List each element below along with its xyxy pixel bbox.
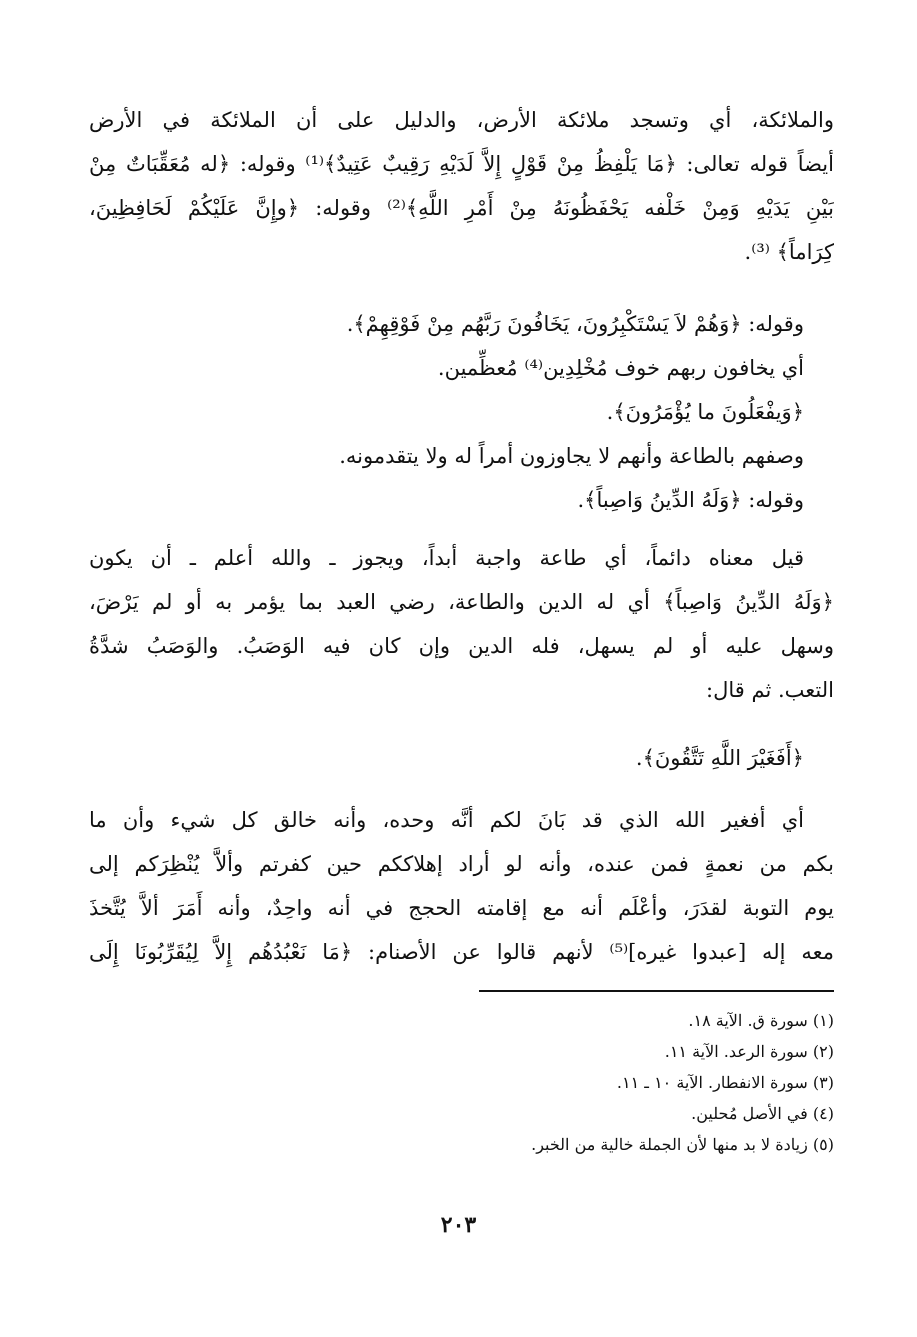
text-line: قيل معناه دائماً، أي طاعة واجبة أبداً، ويجوز ـ والله أعلم ـ أن يكون <box>89 546 804 570</box>
text-line: أي يخافون ربهم خوف مُخْلِدِين⁽⁴⁾ مُعظِّمين. <box>437 356 804 380</box>
footnote: (٥) زيادة لا بد منها لأن الجملة خالية من الخبر. <box>531 1135 834 1154</box>
paragraph-2 <box>89 536 834 712</box>
page-number: ٢٠٣ <box>440 1212 477 1238</box>
text-line: وسهل عليه أو لم يسهل، فله الدين وإن كان فيه الوَصَبُ. والوَصَبُ شدَّةُ <box>89 634 834 658</box>
text-line: وقوله: ﴿وَهُمْ لاَ يَسْتَكْبِرُونَ، يَخَافُونَ رَبَّهُم مِنْ فَوْقِهِمْ﴾. <box>346 312 804 336</box>
text-line: ﴿وَيفْعَلُونَ ما يُؤْمَرُونَ﴾. <box>606 400 804 424</box>
footnote: (٢) سورة الرعد. الآية ١١. <box>664 1042 834 1061</box>
text-line: وصفهم بالطاعة وأنهم لا يجاوزون أمراً له ولا يتقدمونه. <box>339 444 804 468</box>
text-line: بَيْنِ يَدَيْهِ وَمِنْ خَلْفه يَحْفَظُونَهُ مِنْ أَمْرِ اللَّهِ﴾⁽²⁾ وقوله: ﴿وإِنَّ عَلَيْكُمْ لَحَافِظِينَ، <box>89 196 834 220</box>
text-line: ﴿أَفَغَيْرَ اللَّهِ تَتَّقُونَ﴾. <box>635 746 804 770</box>
text-line: كِرَاماً﴾ ⁽³⁾. <box>744 240 834 264</box>
footnote: (٣) سورة الانفطار. الآية ١٠ ـ ١١. <box>616 1073 834 1092</box>
text-line: أيضاً قوله تعالى: ﴿مَا يَلْفِظُ مِنْ قَوْلٍ إِلاَّ لَدَيْهِ رَقِيبٌ عَتِيدٌ﴾⁽¹⁾ وقوله: ﴿له مُعَقِّبَاتٌ مِنْ <box>89 152 834 176</box>
quoted-verses-block <box>89 302 834 522</box>
paragraph-3 <box>89 798 834 974</box>
text-line: وقوله: ﴿وَلَهُ الدِّينُ وَاصِباً﴾. <box>577 488 804 512</box>
paragraph-1 <box>89 98 834 274</box>
text-line: بكم من نعمةٍ فمن عنده، وأنه لو أراد إهلاككم حين كفرتم وألاَّ يُنْظِرَكم إلى <box>89 852 834 876</box>
text-line: معه إله [عبدوا غيره]⁽⁵⁾ لأنهم قالوا عن الأصنام: ﴿مَا نَعْبُدُهُم إِلاَّ لِيُقَرِّبُونَا إِلَى <box>89 940 834 964</box>
quoted-verse <box>89 736 834 780</box>
text-line: التعب. ثم قال: <box>706 678 834 702</box>
text-line: ﴿وَلَهُ الدِّينُ وَاصِباً﴾ أي له الدين والطاعة، رضي العبد بما يؤمر به أو لم يَرْضَ، <box>89 590 834 614</box>
footnote-divider <box>479 990 834 992</box>
text-line: أي أفغير الله الذي قد بَانَ لكم أنَّه وحده، وأنه خالق كل شيء وأن ما <box>89 808 804 832</box>
footnotes <box>89 1005 834 1160</box>
footnote: (١) سورة ق. الآية ١٨. <box>688 1011 834 1030</box>
footnote: (٤) في الأصل مُحلين. <box>691 1104 834 1123</box>
text-line: يوم التوبة لقدَرَ، وأعْلَم أنه مع إقامته الحجج في أنه واحِدٌ، وأنه أَمَرَ ألاَّ يُتَّخذَ <box>89 896 834 920</box>
text-line: والملائكة، أي وتسجد ملائكة الأرض، والدليل على أن الملائكة في الأرض <box>89 108 834 132</box>
